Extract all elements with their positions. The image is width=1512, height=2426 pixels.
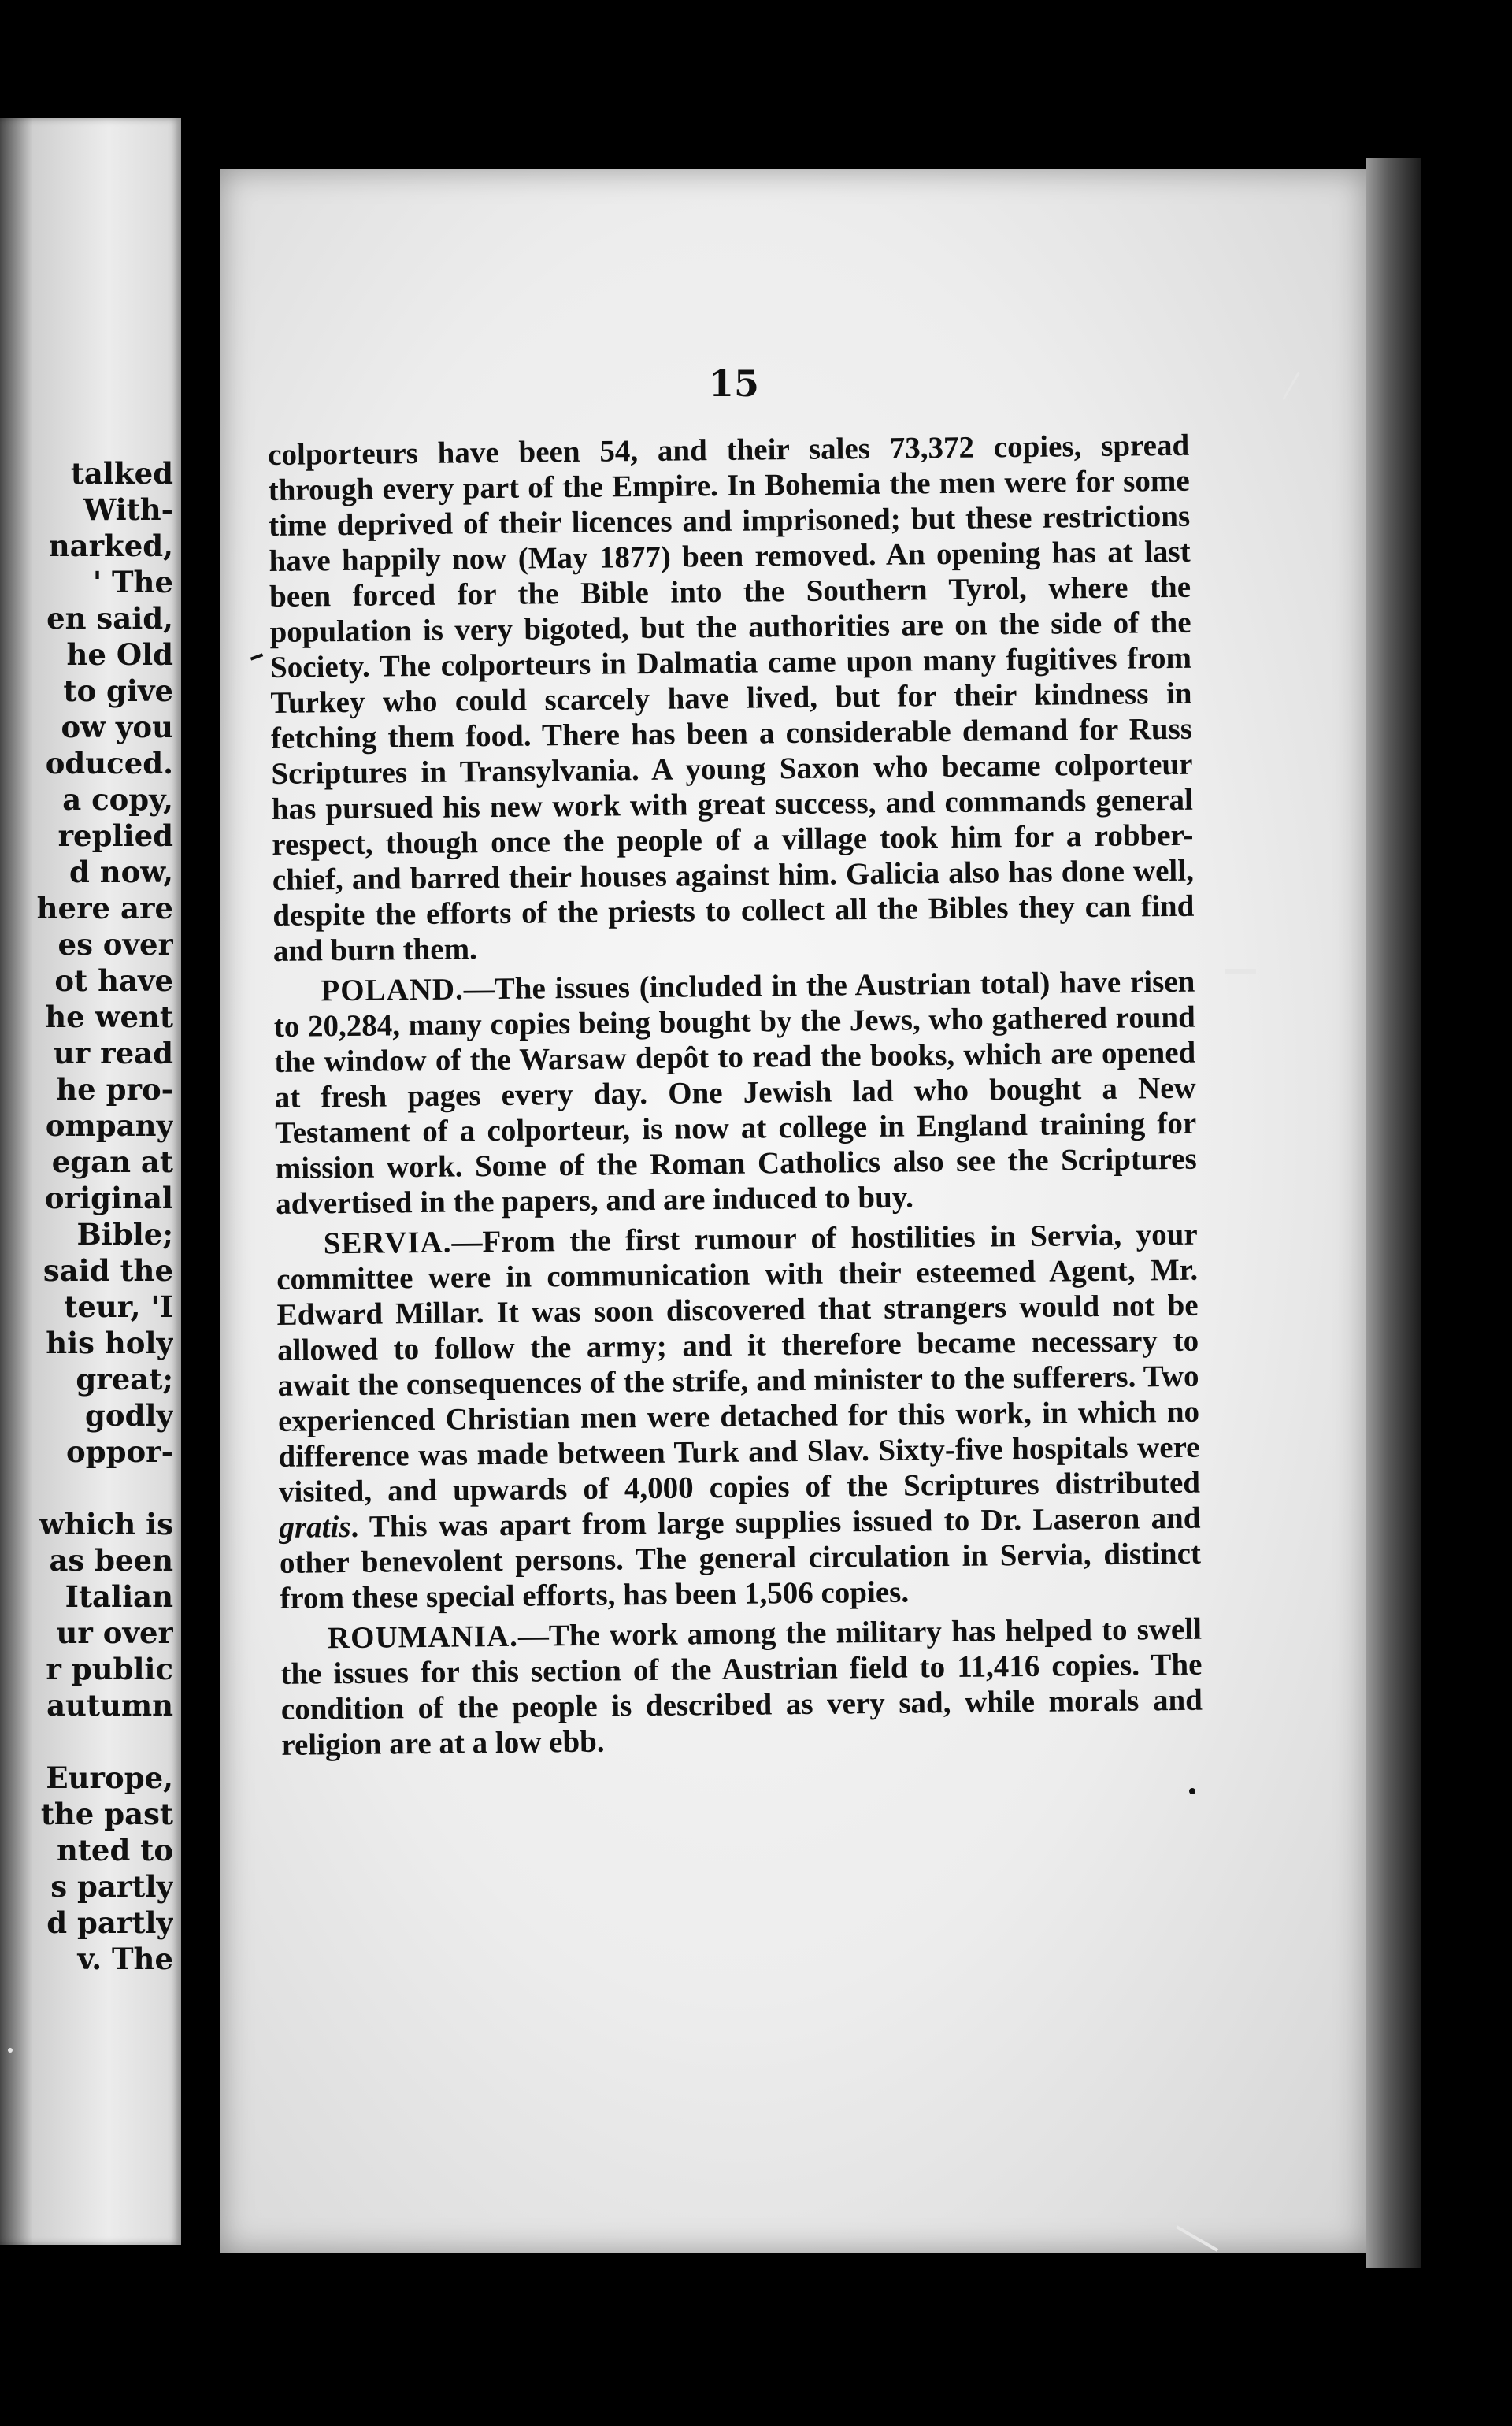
previous-page-line: said the — [43, 1253, 173, 1288]
scan-speck — [8, 2048, 13, 2053]
text-roumania: —The work among the military has helped to swell the issues for this section of the Austrian field to 11,416 copies. The condition of the people is described as very sad, while morals and religion are at a low ebb. — [280, 1612, 1203, 1762]
previous-page-line: replied — [57, 818, 173, 853]
previous-page-line: en said, — [46, 601, 173, 636]
previous-page-line: d now, — [69, 855, 173, 889]
previous-page-line: Italian — [65, 1579, 173, 1614]
text-poland: —The issues (included in the Austrian total) have risen to 20,284, many copies being bought by the Jews, who gathered round the window of the Warsaw depôt to read the books, which are opened at fresh pages every day. One Jewish lad who bought a New Testament of a colporteur, is now at college in England training for mission work. Some of the Roman Catholics also see the Scriptures advertised in the papers, and are induced to buy. — [273, 964, 1197, 1221]
book-gutter — [181, 0, 220, 2426]
previous-page-line: as been — [49, 1543, 173, 1578]
previous-page-line: great; — [76, 1362, 173, 1397]
previous-page-text — [0, 455, 173, 1977]
page-body — [268, 428, 1203, 1768]
page-edge-shadow — [1366, 158, 1421, 2268]
previous-page-line: which is — [39, 1507, 173, 1541]
previous-page-line: With- — [83, 492, 173, 527]
paragraph-austria-continued: colporteurs have been 54, and their sales 73,372 copies, spread through every part of the Empire. In Bohemia the men were for some time deprived of their licences and imprisoned; but these restrictions have happily now (May 1877) been removed. An opening has at last been forced for the Bible into the Southern Tyrol, where the population is very bigoted, but the authorities are on the side of the Society. The colporteurs in Dalmatia came upon many fugitives from Turkey who could scarcely have lived, but for their kindness in fetching them food. There has been a considerable demand for Russ Scriptures in Transylvania. A young Saxon who became colporteur has pursued his new work with great success, and commands general respect, though once the people of a village took him for a robber-chief, and barred their houses against him. Galicia also has done well, despite the efforts of the priests to collect all the Bibles they can find and burn them. — [268, 428, 1195, 968]
previous-page-line: here are — [36, 891, 173, 926]
heading-roumania: ROUMANIA. — [327, 1619, 519, 1656]
text-servia-2: . This was apart from large supplies issued to Dr. Laseron and other benevolent persons. The general circulation in Servia, distinct from these special efforts, has been 1,506 copies. — [279, 1500, 1202, 1615]
previous-page-line: v. The — [77, 1942, 173, 1976]
previous-page-line: teur, 'I — [64, 1289, 173, 1324]
previous-page-line — [0, 1470, 173, 1506]
previous-page-line: oduced. — [45, 746, 173, 781]
scan-speck — [1225, 969, 1256, 974]
previous-page-line: talked — [70, 456, 173, 491]
heading-poland: POLAND. — [321, 972, 465, 1008]
paragraph-poland — [273, 964, 1197, 1222]
previous-page-line: Bible; — [76, 1217, 173, 1252]
previous-page-line: to give — [63, 673, 173, 708]
previous-page-line: oppor- — [66, 1434, 173, 1469]
previous-page-line: narked, — [48, 529, 173, 563]
previous-page-line: he Old — [66, 637, 173, 672]
previous-page-line: ur read — [53, 1036, 173, 1070]
previous-page-line: Europe, — [46, 1760, 173, 1795]
previous-page-line: ompany — [45, 1108, 173, 1143]
previous-page-line: r public — [46, 1652, 173, 1686]
previous-page-line: egan at — [51, 1144, 173, 1179]
previous-page-line: es over — [57, 927, 173, 962]
previous-page-fragment — [0, 118, 181, 2245]
previous-page-line: nted to — [56, 1833, 173, 1868]
previous-page-line: s partly — [50, 1869, 173, 1904]
paragraph-servia — [276, 1217, 1201, 1616]
previous-page-line: the past — [40, 1797, 173, 1831]
previous-page-line: ow you — [61, 710, 173, 744]
previous-page-line: autumn — [46, 1688, 173, 1723]
previous-page-line: ot have — [54, 963, 173, 998]
page-number: 15 — [709, 362, 760, 405]
previous-page-line: he pro- — [56, 1072, 173, 1107]
previous-page-line: d partly — [46, 1905, 173, 1940]
previous-page-line: ur over — [56, 1615, 173, 1650]
scan-speck — [1189, 1788, 1195, 1794]
paragraph-roumania — [280, 1612, 1203, 1763]
previous-page-line: original — [44, 1181, 173, 1215]
previous-page-line — [0, 1723, 173, 1760]
heading-servia: SERVIA. — [323, 1225, 452, 1261]
text-servia-1: —From the first rumour of hostilities in Servia, your committee were in communication with their esteemed Agent, Mr. Edward Millar. It was soon discovered that strangers would not be allowed to follow the army; and it therefore became necessary to await the consequences of the strife, and minister to the sufferers. Two experienced Christian men were detached for this work, in which no difference was made between Turk and Slav. Sixty-five hospitals were visited, and upwards of 4,000 copies of the Scriptures distributed — [276, 1217, 1201, 1509]
previous-page-line: ' The — [92, 565, 173, 599]
previous-page-line: a copy, — [62, 782, 173, 817]
text-servia-gratis: gratis — [279, 1509, 351, 1545]
previous-page-line: he went — [45, 1000, 173, 1034]
previous-page-line: godly — [85, 1398, 173, 1433]
previous-page-line: his holy — [46, 1326, 173, 1360]
